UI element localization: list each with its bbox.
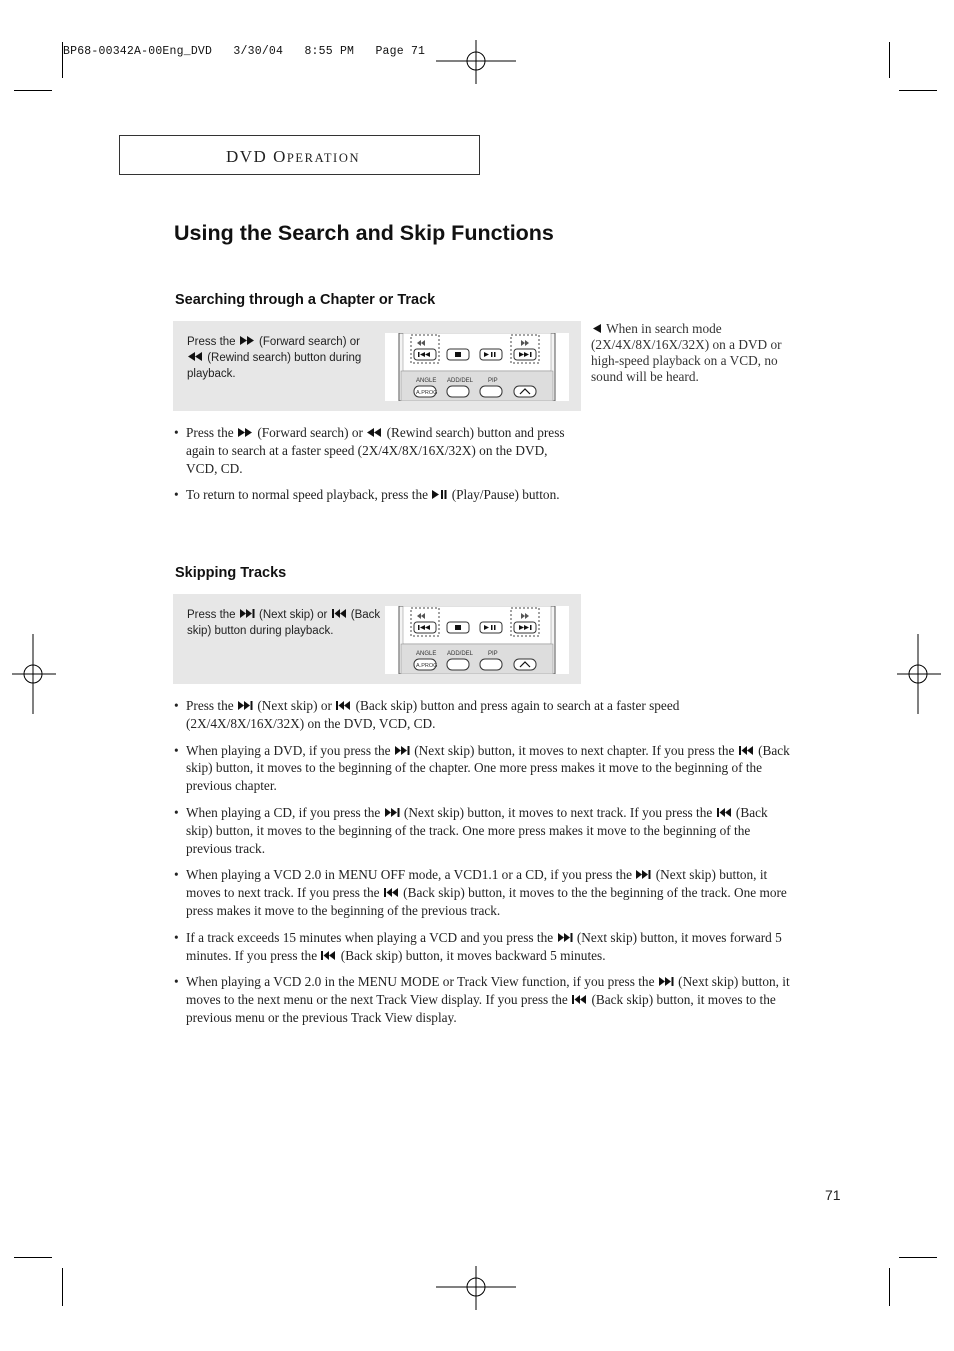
box-text: (Back skip) button during playback. bbox=[187, 609, 381, 637]
bullet-text: (Play/Pause) button. bbox=[451, 487, 560, 503]
box-text: (Next skip) or bbox=[258, 609, 328, 621]
crop-mark bbox=[14, 1257, 52, 1258]
next-skip-icon bbox=[384, 807, 401, 818]
next-skip-icon bbox=[557, 932, 574, 943]
remote-label-adddel: ADD/DEL bbox=[447, 378, 474, 384]
search-bullet-list bbox=[174, 424, 574, 513]
note-arrow-icon bbox=[591, 323, 603, 334]
search-heading: Searching through a Chapter or Track bbox=[175, 292, 436, 308]
bullet-text: (Next skip) button, it moves to next track. If you press the bbox=[186, 867, 768, 901]
crop-mark bbox=[899, 1257, 937, 1258]
bullet-text: To return to normal speed playback, press the bbox=[186, 487, 429, 503]
list-item bbox=[174, 742, 796, 795]
print-slug: BP68-00342A-00Eng_DVD 3/30/04 8:55 PM Page 71 bbox=[63, 45, 426, 58]
box-text: Press the bbox=[187, 336, 236, 348]
back-skip-icon bbox=[716, 807, 733, 818]
bullet-text: (Back skip) button, it moves to the the beginning of the track. One more press makes it move to the beginning of the previous track. bbox=[186, 885, 787, 918]
bullet-text: (Back skip) button, it moves backward 5 minutes. bbox=[340, 947, 606, 963]
back-skip-icon bbox=[571, 994, 588, 1005]
list-item bbox=[174, 424, 574, 477]
bullet-text: Press the bbox=[186, 698, 234, 713]
section-label-first: DVD O bbox=[226, 147, 287, 166]
box-text: (Rewind search) button during playback. bbox=[187, 352, 362, 380]
crop-mark bbox=[889, 42, 890, 78]
remote-label-pip: PIP bbox=[488, 651, 498, 657]
bullet-text: When playing a DVD, if you press the bbox=[186, 742, 391, 758]
page-number: 71 bbox=[825, 1187, 841, 1203]
skip-box-text bbox=[187, 607, 382, 639]
bullet-text: (Back skip) button, it moves to the beginning of the chapter. One more press makes it move to the beginning of the previous chapter. bbox=[186, 742, 790, 794]
bullet-text: (Back skip) button, it moves to the beginning of the track. One more press makes it move to the beginning of the previous track. bbox=[186, 804, 768, 856]
note-text: When in search mode (2X/4X/8X/16X/32X) on a DVD or high-speed playback on a VCD, no sound will be heard. bbox=[591, 321, 782, 384]
list-item bbox=[174, 866, 796, 919]
page-title: Using the Search and Skip Functions bbox=[174, 221, 554, 245]
search-box-text bbox=[187, 334, 377, 382]
rewind-search-icon bbox=[366, 427, 383, 438]
bullet-text: If a track exceeds 15 minutes when playing a VCD and you press the bbox=[186, 929, 554, 945]
forward-search-icon bbox=[237, 427, 254, 438]
crop-mark bbox=[889, 1268, 890, 1306]
bullet-text: (Rewind search) button and press again to search at a faster speed (2X/4X/8X/16X/32X) on the DVD, VCD, CD. bbox=[186, 425, 565, 476]
remote-label-angle: ANGLE bbox=[416, 378, 437, 384]
bullet-text: When playing a CD, if you press the bbox=[186, 804, 381, 820]
list-item bbox=[174, 973, 796, 1026]
remote-control-illustration bbox=[383, 606, 571, 674]
skip-heading: Skipping Tracks bbox=[175, 565, 287, 581]
forward-search-icon bbox=[239, 335, 256, 346]
next-skip-icon bbox=[394, 745, 411, 756]
back-skip-icon bbox=[335, 700, 352, 711]
registration-mark-top bbox=[436, 40, 518, 84]
remote-label-aprog: A.PROG bbox=[416, 663, 438, 669]
bullet-text: (Next skip) or bbox=[257, 698, 332, 713]
skip-instruction-box bbox=[173, 594, 581, 684]
bullet-text: (Next skip) button, it moves to next track. If you press the bbox=[403, 804, 713, 820]
registration-mark-right bbox=[897, 634, 941, 714]
remote-label-angle: ANGLE bbox=[416, 651, 437, 657]
next-skip-icon bbox=[658, 976, 675, 987]
bullet-text: (Next skip) button, it moves to next chapter. If you press the bbox=[414, 742, 735, 758]
list-item bbox=[174, 486, 574, 504]
search-note bbox=[591, 321, 796, 385]
bullet-text: (Forward search) or bbox=[257, 425, 363, 440]
registration-mark-left bbox=[12, 634, 56, 714]
next-skip-icon bbox=[239, 608, 256, 619]
crop-mark bbox=[62, 1268, 63, 1306]
play-pause-icon bbox=[431, 489, 448, 500]
bullet-text: Press the bbox=[186, 425, 234, 440]
bullet-text: When playing a VCD 2.0 in MENU OFF mode, a VCD1.1 or a CD, if you press the bbox=[186, 867, 633, 883]
list-item bbox=[174, 697, 796, 733]
bullet-text: (Back skip) button and press again to search at a faster speed (2X/4X/8X/16X/32X) on the DVD, VCD, CD. bbox=[186, 698, 680, 731]
section-header-box bbox=[119, 135, 480, 175]
crop-mark bbox=[14, 90, 52, 91]
search-instruction-box bbox=[173, 321, 581, 411]
remote-control-illustration bbox=[383, 333, 571, 401]
skip-bullet-list bbox=[174, 697, 796, 1036]
back-skip-icon bbox=[320, 950, 337, 961]
bullet-text: (Next skip) button, it moves to the next menu or the next Track View display. If you press the bbox=[186, 974, 790, 1008]
back-skip-icon bbox=[331, 608, 348, 619]
rewind-search-icon bbox=[187, 351, 204, 362]
box-text: (Forward search) or bbox=[258, 336, 360, 348]
section-label bbox=[226, 147, 360, 167]
remote-label-pip: PIP bbox=[488, 378, 498, 384]
bullet-text: (Back skip) button, it moves to the previous menu or the previous Track View display. bbox=[186, 992, 776, 1025]
list-item bbox=[174, 804, 796, 857]
registration-mark-bottom bbox=[436, 1266, 518, 1310]
bullet-text: When playing a VCD 2.0 in the MENU MODE or Track View function, if you press the bbox=[186, 974, 655, 990]
bullet-text: (Next skip) button, it moves forward 5 minutes. If you press the bbox=[186, 929, 782, 963]
list-item bbox=[174, 929, 796, 965]
remote-label-adddel: ADD/DEL bbox=[447, 651, 474, 657]
remote-label-aprog: A.PROG bbox=[416, 390, 438, 396]
back-skip-icon bbox=[383, 887, 400, 898]
crop-mark bbox=[62, 42, 63, 78]
crop-mark bbox=[899, 90, 937, 91]
back-skip-icon bbox=[738, 745, 755, 756]
next-skip-icon bbox=[635, 869, 652, 880]
box-text: Press the bbox=[187, 609, 236, 621]
section-label-rest: PERATION bbox=[286, 151, 361, 165]
next-skip-icon bbox=[237, 700, 254, 711]
